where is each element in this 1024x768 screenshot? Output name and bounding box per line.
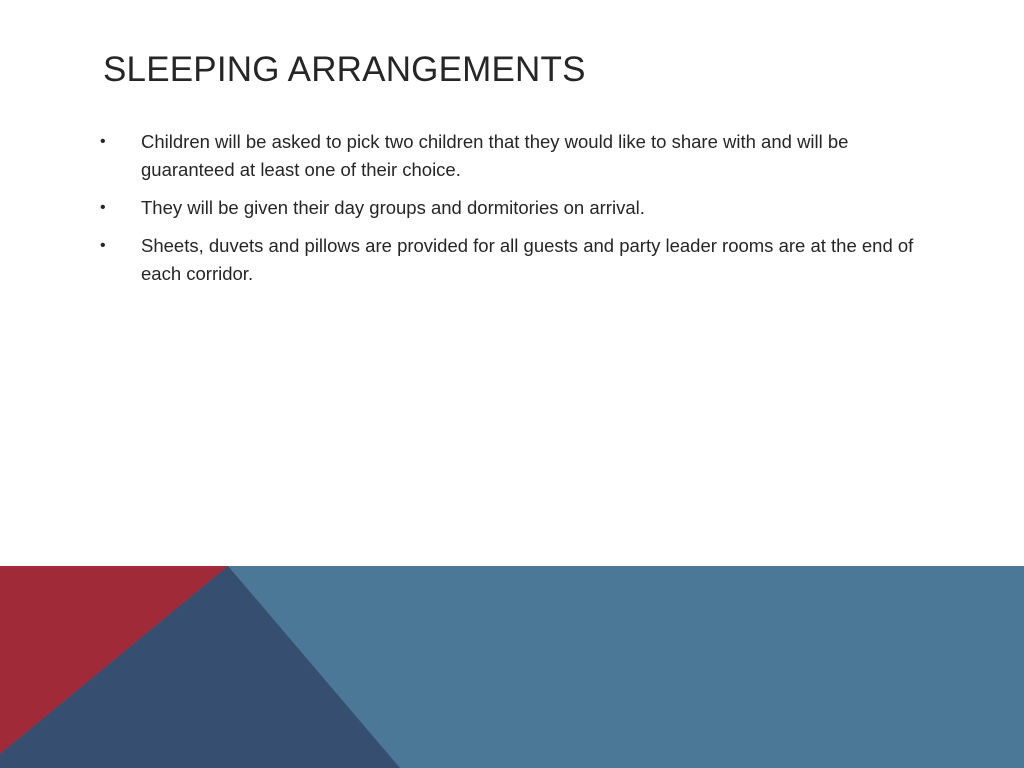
bullet-item xyxy=(100,232,920,288)
bullet-text: Sheets, duvets and pillows are provided for all guests and party leader rooms are at the end of each corridor. xyxy=(141,235,914,284)
bullet-item xyxy=(100,194,920,222)
bullet-list xyxy=(100,128,920,298)
bullet-text: They will be given their day groups and dormitories on arrival. xyxy=(141,197,645,218)
bullet-mark: • xyxy=(100,133,106,150)
bullet-item xyxy=(100,128,920,184)
slide-title: SLEEPING ARRANGEMENTS xyxy=(103,50,586,89)
bullet-mark: • xyxy=(100,199,106,216)
bullet-text: Children will be asked to pick two children that they would like to share with and will be guaranteed at least one of their choice. xyxy=(141,131,849,180)
footer-decoration xyxy=(0,566,1024,768)
bullet-mark: • xyxy=(100,237,106,254)
